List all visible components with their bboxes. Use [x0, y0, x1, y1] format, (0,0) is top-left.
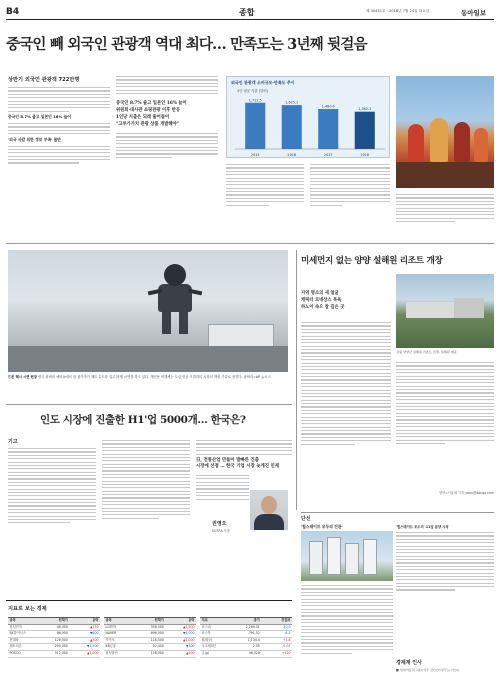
market-cell: 카카오	[105, 637, 115, 642]
chart-bar-2018	[355, 112, 375, 149]
market-cell: 46,350	[56, 624, 68, 629]
brief-text-left	[301, 585, 393, 656]
market-table-header	[104, 617, 196, 625]
market-table-row	[104, 638, 196, 645]
market-table-row	[8, 631, 100, 638]
market-table-row	[200, 631, 292, 638]
deck-line-2: 캐릭터 르네상스 목욕	[301, 298, 342, 303]
market-cell: 1,134.4	[247, 637, 260, 642]
chart-x-tick: 2015	[250, 153, 260, 157]
market-cell: -20.0	[282, 624, 291, 629]
chart-bar-2015	[245, 103, 265, 149]
market-header-cell: 등락	[188, 618, 195, 622]
market-cell: 358,500	[150, 624, 164, 629]
market-cell: 116,500	[150, 637, 164, 642]
market-cell: ▲2,000	[86, 650, 99, 655]
column-divider	[296, 250, 297, 510]
footer-title: 경제계 인사	[396, 660, 422, 666]
lead-column-3	[226, 164, 304, 208]
apartment-photo	[301, 531, 393, 581]
market-header-cell: 종목	[105, 618, 112, 622]
market-cell: ▼4,000	[182, 631, 195, 636]
brief-caption: '힐스테이트 모두의' 11일 분양 시작	[396, 525, 449, 529]
masthead	[6, 6, 494, 20]
market-title: 지표로 보는 경제	[8, 606, 47, 612]
market-top-rule	[6, 600, 292, 601]
market-cell: 현대차	[9, 637, 19, 642]
chart-value-label: 1,712.5	[248, 98, 262, 103]
author-title: KOTRA 사장	[212, 529, 230, 533]
market-cell: ▼600	[89, 631, 99, 636]
market-cell: 290,000	[54, 644, 68, 649]
column-headline: 인도 시장에 진출한 H1'업 5000개… 한국은?	[40, 414, 246, 426]
feature-headline: 미세먼지 없는 양양 설해원 리조트 개장	[301, 256, 443, 266]
caption-text: 영국 판버러 에어쇼에서 한 참가자가 제트 슈트를 입고 비행 시연을 하고 있다. 개인용 비행체는 도심 항공 모빌리티 시장의 핵심 기술로 꼽힌다. 판버러=AP 뉴시스	[37, 375, 271, 379]
feature-text-right	[396, 362, 494, 446]
date-line: 제 30451호 · 2018년 7월 24일 화요일	[366, 9, 430, 13]
feature-byline: 양양=이윤희 기자 yoon@donga.com	[438, 491, 494, 495]
market-table-row	[200, 651, 292, 658]
subhead-line-2: 시장에 선점 … 한국 기업 시장 늦게진 인재	[196, 464, 279, 470]
market-table-header	[200, 617, 292, 625]
section-divider-2	[6, 404, 292, 405]
brief-tag: 단신	[301, 516, 311, 522]
jetsuit-caption	[8, 375, 288, 380]
market-cell: ▼1,500	[86, 644, 99, 649]
deck-line-3: 하노이 속으 참 깊은 곳	[301, 305, 345, 310]
column-subhead	[196, 458, 292, 471]
chart-title: 외국인 관광객 소비규모·만족도 추이	[231, 80, 295, 85]
chart-x-tick: 2016	[287, 153, 297, 157]
market-header-cell: 현재가	[58, 618, 68, 622]
resort-photo	[396, 274, 494, 348]
market-cell: SK하이닉스	[9, 631, 26, 636]
market-header-cell: 등락	[92, 618, 99, 622]
market-cell: 46,320	[248, 650, 260, 655]
market-cell: 삼성물산	[105, 650, 118, 655]
lead-column-4	[310, 164, 390, 208]
tourists-photo	[396, 76, 494, 188]
market-cell: 86,900	[56, 631, 68, 636]
section-divider	[6, 243, 494, 244]
market-header-cell: 지표	[201, 618, 208, 622]
market-cell: 698,000	[150, 631, 164, 636]
market-table-row	[200, 644, 292, 651]
market-cell: ▼300	[185, 644, 195, 649]
market-cell: 셀트리온	[9, 644, 22, 649]
pullquote-line-3: 1인당 지출은 되레 줄어들어	[116, 115, 170, 121]
market-cell: 791.52	[248, 631, 260, 636]
market-cell: 원/달러	[201, 637, 212, 642]
lead-column-1	[8, 76, 110, 166]
market-cell: -6.2	[284, 631, 291, 636]
market-cell: LG화학	[105, 624, 116, 629]
author-portrait	[250, 490, 288, 530]
brief-title: '힐스테이트 모두의 진관'	[301, 524, 343, 529]
author-name: 권영오	[212, 521, 227, 527]
market-table-row	[8, 651, 100, 658]
feature-text-left	[301, 322, 391, 447]
market-cell: NAVER	[105, 631, 117, 636]
market-cell: ▲3,500	[182, 624, 195, 629]
resort-caption: 강원 양양군 설해원 리조트 전경. 설해원 제공	[396, 350, 457, 354]
market-table-row	[104, 644, 196, 651]
market-table-row	[200, 625, 292, 632]
chart-box	[226, 76, 390, 158]
lead-headline: 중국인 빼 외국인 관광객 역대 최다… 만족도는 3년째 뒷걸음	[6, 36, 367, 53]
market-cell: ▲500	[185, 650, 195, 655]
chart-value-label: 1,625.1	[285, 100, 299, 105]
market-table	[8, 617, 100, 658]
footer-line: ■ 현대자동차그룹◇상무 김○○◇상무보 이○○	[396, 668, 460, 672]
paper-name: 동아일보	[461, 9, 487, 17]
column-kicker: 기고	[8, 439, 18, 445]
market-cell: 2,269.31	[245, 624, 260, 629]
market-cell: +1.8	[282, 637, 291, 642]
chart-bar-2017	[318, 109, 338, 149]
pullquote-line-2: 위원회·대사관 쇼핑관광 이후 반등	[116, 108, 181, 114]
lead-subhead-2: '외국 사람 위한 정보 부족' 불만	[8, 136, 61, 142]
chart-x-tick: 2017	[323, 153, 333, 157]
market-cell: 코스닥	[201, 631, 211, 636]
market-table-row	[8, 644, 100, 651]
subhead-line-1: 日, 전통산업 만들어 발빠른 진출	[196, 457, 259, 463]
feature-deck	[301, 290, 389, 311]
chart-x-tick: 2018	[360, 153, 370, 157]
brief-text-right	[396, 532, 494, 593]
market-cell: ▲150	[89, 624, 99, 629]
caption-label: 드론 택시 시연 현장	[8, 375, 37, 379]
lead-kicker: 상반기 외국인 관광객 722만명	[8, 77, 80, 83]
market-cell: 52,400	[152, 644, 164, 649]
market-table	[104, 617, 196, 658]
market-tables	[8, 617, 292, 681]
lead-subhead-1: 중국인 8.7% 줄고 일본인 16% 늘어	[8, 114, 71, 119]
market-cell: 삼성전자	[9, 624, 22, 629]
market-cell: 126,500	[54, 637, 68, 642]
market-cell: 312,000	[54, 650, 68, 655]
market-table	[200, 617, 292, 658]
market-cell: 118,000	[150, 650, 164, 655]
market-table-row	[104, 625, 196, 632]
lead-column-2	[116, 76, 218, 160]
market-header-cell: 현재가	[154, 618, 164, 622]
lead-column-5	[396, 194, 494, 224]
market-cell: 금(g)	[201, 650, 210, 655]
market-header-cell: 종목	[9, 618, 16, 622]
page-number: B4	[6, 7, 20, 17]
pullquote-line-1: 중국인 8.7% 줄고 일본인 16% 늘어	[116, 101, 187, 107]
market-cell: 2.05	[252, 644, 260, 649]
column-text-2	[102, 440, 190, 521]
jetsuit-photo	[8, 250, 288, 372]
market-cell: 코스피	[201, 624, 211, 629]
market-cell: POSCO	[9, 650, 21, 655]
market-cell: -0.01	[282, 644, 291, 649]
lead-pullquote	[116, 100, 218, 128]
market-header-cell: 종가	[253, 618, 260, 622]
tourism-spending-chart	[227, 87, 391, 159]
chart-value-label: 1,382.3	[358, 107, 372, 112]
chart-value-label: 1,480.6	[321, 104, 335, 109]
pullquote-line-4: "고부가가치 관광 상품 개발해야"	[116, 122, 179, 128]
market-table-row	[104, 651, 196, 658]
market-cell: ▲500	[89, 637, 99, 642]
market-table-row	[104, 631, 196, 638]
market-cell: ▲1,000	[182, 637, 195, 642]
deck-line-1: 지역 명소의 새 얼굴	[301, 291, 339, 296]
chart-note: 1인 평균 지출 (달러)	[237, 89, 268, 93]
market-cell: 국고채3년	[201, 644, 216, 649]
section-label: 종합	[239, 8, 255, 17]
chart-bar-2016	[282, 105, 302, 149]
market-cell: KB금융	[105, 644, 116, 649]
market-cell: +120	[281, 650, 291, 655]
market-table-header	[8, 617, 100, 625]
market-header-cell: 전일비	[281, 618, 291, 622]
section-divider-3	[301, 512, 494, 513]
column-text-1	[8, 448, 96, 526]
